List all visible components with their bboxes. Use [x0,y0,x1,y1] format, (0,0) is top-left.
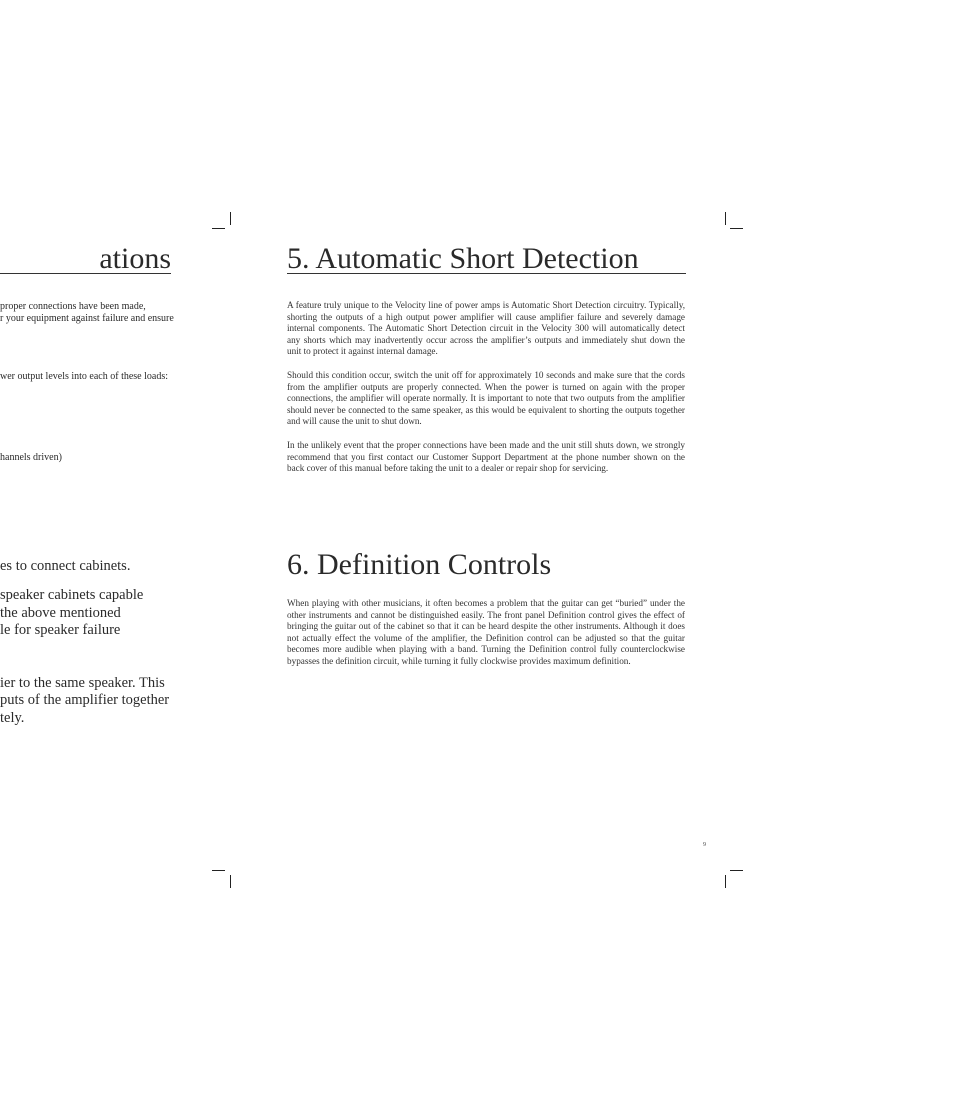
section-5-paragraph-2: Should this condition occur, switch the unit off for approximately 10 seconds and make sure that the cords from the amplifier outputs are properly connected. When the power is turned on again with the proper connections, the amplifier will operate normally. It is important to note that two outputs from the amplifier should never be connected to the same speaker, as this would be equivalent to shorting the outputs together and will cause the unit to shut down. [287,370,685,427]
crop-mark-bottom-left-v [230,875,231,888]
left-page-text-line: proper connections have been made, [0,301,146,312]
left-page-title-fragment: ations [0,238,171,274]
crop-mark-bottom-right-h [730,870,743,871]
crop-mark-top-right-v [725,212,726,225]
left-page-text-line: ier to the same speaker. This [0,675,165,691]
left-page-text-line: hannels driven) [0,452,62,463]
left-page-text-line: puts of the amplifier together [0,692,170,708]
crop-mark-top-left-v [230,212,231,225]
left-page-text-line: speaker cabinets capable [0,587,144,603]
page-number: 9 [703,842,706,848]
left-page-text-line: r your equipment against failure and ensure [0,313,174,324]
crop-mark-top-left-h [212,228,225,229]
crop-mark-bottom-right-v [725,875,726,888]
left-page-text-line: le for speaker failure [0,622,121,638]
section-5-paragraph-1: A feature truly unique to the Velocity line of power amps is Automatic Short Detection circuitry. Typically, shorting the outputs of a high output power amplifier will cause amplifier failure and severely damage internal components. The Automatic Short Detection circuit in the Velocity 300 will automatically detect any shorts which may inadvertently occur across the amplifier’s outputs and immediately shut down the unit to protect it against internal damage. [287,300,685,357]
left-page-text-line: es to connect cabinets. [0,558,131,574]
section-6-title: 6. Definition Controls [287,548,552,581]
section-5-paragraph-3: In the unlikely event that the proper connections have been made and the unit still shuts down, we strongly recommend that you first contact our Customer Support Department at the phone number shown on the back cover of this manual before taking the unit to a dealer or repair shop for servicing. [287,440,685,474]
crop-mark-top-right-h [730,228,743,229]
left-page-text-line: the above mentioned [0,605,121,621]
crop-mark-bottom-left-h [212,870,225,871]
left-page-text-line: wer output levels into each of these loads: [0,371,169,382]
section-6-paragraph-1: When playing with other musicians, it often becomes a problem that the guitar can get “buried” under the other instruments and cannot be distinguished easily. The front panel Definition control gives the effect of bringing the guitar out of the cabinet so that it can be heard despite the other instruments. Although it does not actually effect the volume of the amplifier, the Definition control can be adjusted so that the guitar becomes more audible when playing with a band. Turning the Definition control fully counterclockwise bypasses the definition circuit, while turning it fully clockwise provides maximum definition. [287,598,685,666]
left-page-text-line: tely. [0,710,25,726]
section-5-title: 5. Automatic Short Detection [287,238,686,274]
